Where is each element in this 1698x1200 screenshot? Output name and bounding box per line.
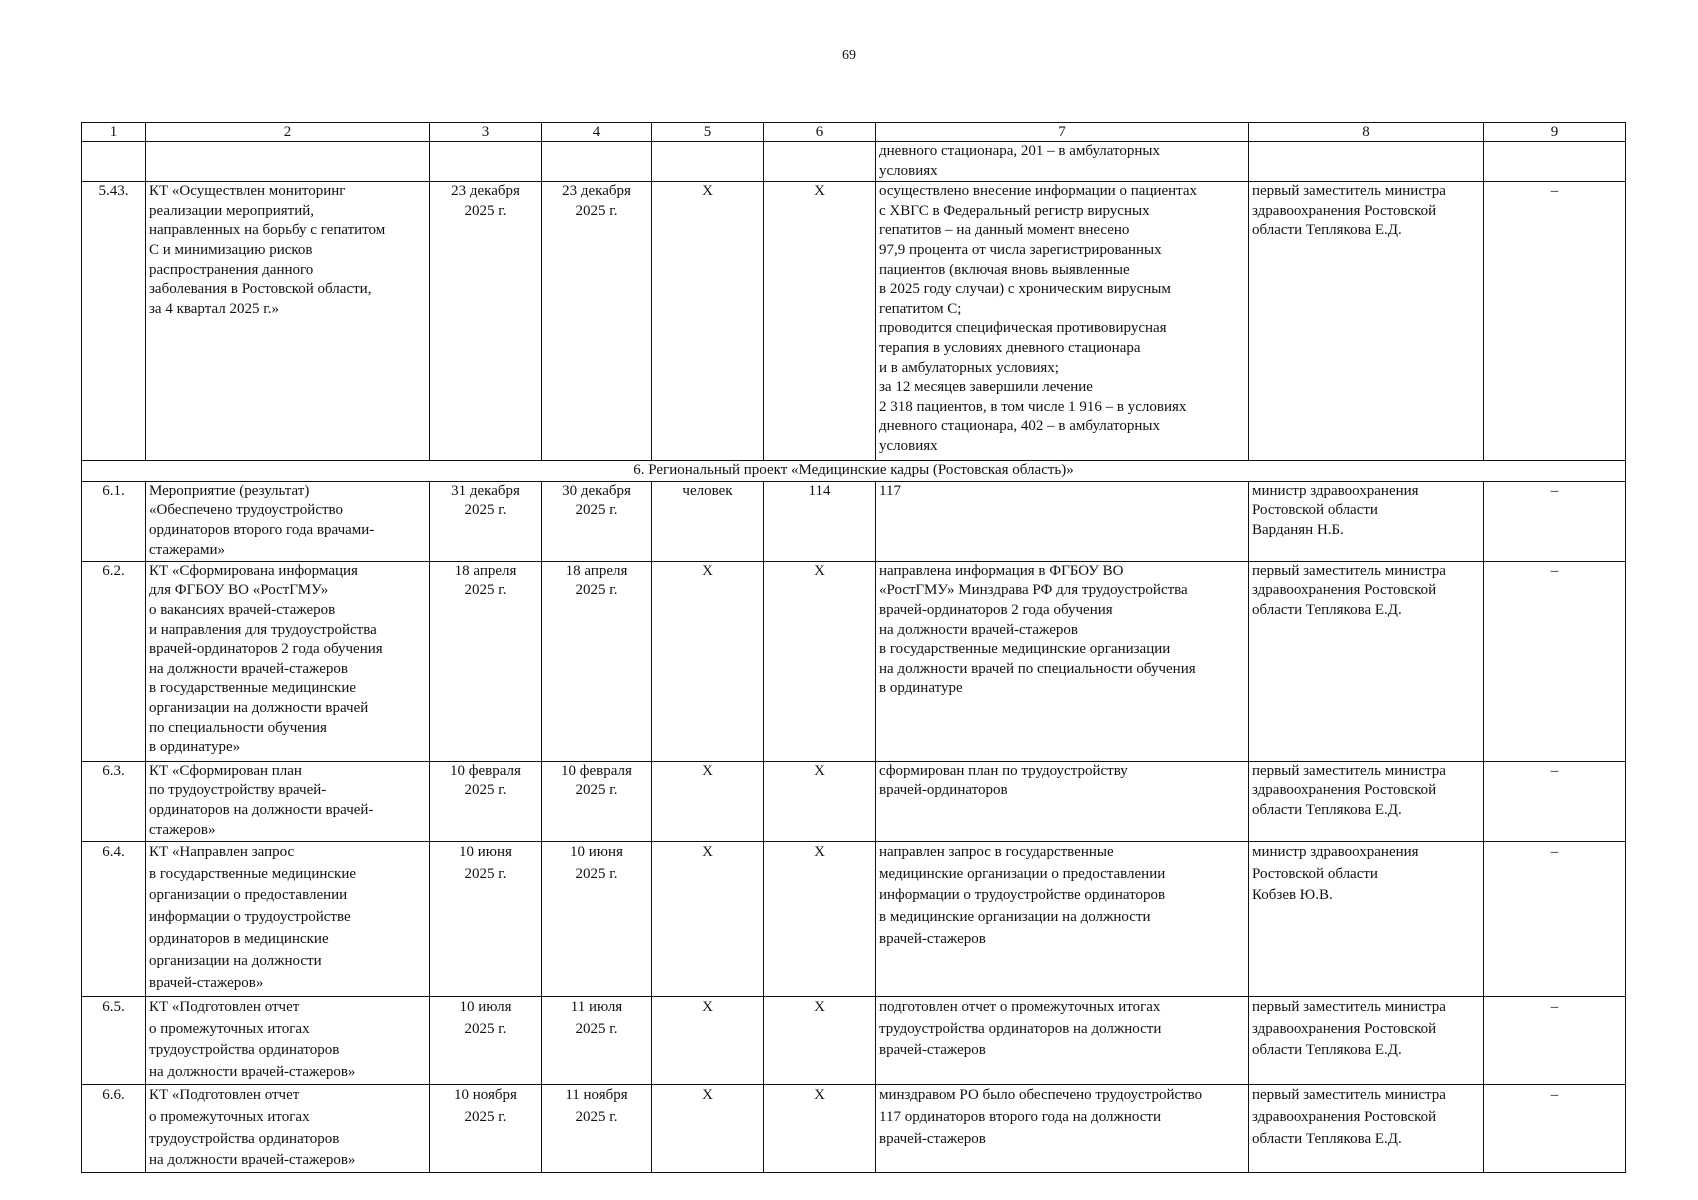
cell-number: 6.3. — [82, 761, 146, 841]
cell-title: КТ «Сформирован план по трудоустройству врачей- ординаторов на должности врачей- стажеров» — [146, 761, 430, 841]
cell-responsible: первый заместитель министра здравоохранения Ростовской области Теплякова Е.Д. — [1249, 1084, 1484, 1172]
cell-title: КТ «Подготовлен отчет о промежуточных итогах трудоустройства ординаторов на должности врачей-стажеров» — [146, 1084, 430, 1172]
continuation-row — [82, 142, 1626, 182]
table-row — [82, 841, 1626, 996]
cell-number: 6.4. — [82, 841, 146, 996]
cell-responsible: министр здравоохранения Ростовской области Кобзев Ю.В. — [1249, 841, 1484, 996]
cell-title: КТ «Сформирована информация для ФГБОУ ВО «РостГМУ» о вакансиях врачей-стажеров и направления для трудоустройства врачей-ординаторов 2 года обучения на должности врачей-стажеров в государственные медицинские организации на должности врачей по специальности обучения в ординатуре» — [146, 561, 430, 761]
column-header: 1 — [82, 123, 146, 142]
column-header: 5 — [652, 123, 764, 142]
column-header: 8 — [1249, 123, 1484, 142]
cell-date-fact: 11 июля 2025 г. — [542, 996, 652, 1084]
cell-result: направлен запрос в государственные медицинские организации о предоставлении информации о трудоустройстве ординаторов в медицинские организации на должности врачей-стажеров — [876, 841, 1249, 996]
cell-date-plan: 10 февраля 2025 г. — [430, 761, 542, 841]
cell-empty — [542, 142, 652, 182]
report-table — [81, 122, 1626, 1173]
cell-date-plan: 10 ноября 2025 г. — [430, 1084, 542, 1172]
cell-unit: X — [652, 996, 764, 1084]
cell-unit: X — [652, 561, 764, 761]
cell-note: – — [1484, 561, 1626, 761]
column-header: 7 — [876, 123, 1249, 142]
cell-value: X — [764, 996, 876, 1084]
cell-empty — [1484, 142, 1626, 182]
cell-note: – — [1484, 1084, 1626, 1172]
cell-date-plan: 10 июля 2025 г. — [430, 996, 542, 1084]
cell-title: КТ «Осуществлен мониторинг реализации мероприятий, направленных на борьбу с гепатитом С и минимизацию рисков распространения данного заболевания в Ростовской области, за 4 квартал 2025 г.» — [146, 182, 430, 461]
cell-unit: человек — [652, 481, 764, 561]
column-header: 6 — [764, 123, 876, 142]
cell-number: 6.6. — [82, 1084, 146, 1172]
cell-empty — [764, 142, 876, 182]
cell-responsible: первый заместитель министра здравоохранения Ростовской области Теплякова Е.Д. — [1249, 996, 1484, 1084]
cell-result: осуществлено внесение информации о пациентах с ХВГС в Федеральный регистр вирусных гепатитов – на данный момент внесено 97,9 процента от числа зарегистрированных пациентов (включая вновь выявленные в 2025 году случаи) с хроническим вирусным гепатитом С; проводится специфическая противовирусная терапия в условиях дневного стационара и в амбулаторных условиях; за 12 месяцев завершили лечение 2 318 пациентов, в том числе 1 916 – в условиях дневного стационара, 402 – в амбулаторных условиях — [876, 182, 1249, 461]
cell-result: дневного стационара, 201 – в амбулаторных условиях — [876, 142, 1249, 182]
table-row — [82, 561, 1626, 761]
cell-empty — [1249, 142, 1484, 182]
table-row — [82, 481, 1626, 561]
cell-date-fact: 10 июня 2025 г. — [542, 841, 652, 996]
cell-note: – — [1484, 841, 1626, 996]
cell-value: X — [764, 182, 876, 461]
table-row — [82, 1084, 1626, 1172]
cell-title: КТ «Подготовлен отчет о промежуточных итогах трудоустройства ординаторов на должности врачей-стажеров» — [146, 996, 430, 1084]
cell-note: – — [1484, 182, 1626, 461]
column-header: 2 — [146, 123, 430, 142]
cell-number: 6.1. — [82, 481, 146, 561]
cell-date-fact: 10 февраля 2025 г. — [542, 761, 652, 841]
cell-number: 6.2. — [82, 561, 146, 761]
section-title: 6. Региональный проект «Медицинские кадры (Ростовская область)» — [82, 461, 1626, 482]
cell-number: 5.43. — [82, 182, 146, 461]
cell-date-plan: 18 апреля 2025 г. — [430, 561, 542, 761]
table-row — [82, 182, 1626, 461]
cell-unit: X — [652, 761, 764, 841]
cell-empty — [652, 142, 764, 182]
cell-responsible: министр здравоохранения Ростовской области Варданян Н.Б. — [1249, 481, 1484, 561]
table-row — [82, 996, 1626, 1084]
cell-note: – — [1484, 481, 1626, 561]
column-header: 4 — [542, 123, 652, 142]
cell-empty — [82, 142, 146, 182]
table-row — [82, 761, 1626, 841]
cell-result: минздравом РО было обеспечено трудоустройство 117 ординаторов второго года на должности врачей-стажеров — [876, 1084, 1249, 1172]
cell-unit: X — [652, 841, 764, 996]
cell-result: подготовлен отчет о промежуточных итогах трудоустройства ординаторов на должности врачей-стажеров — [876, 996, 1249, 1084]
cell-title: КТ «Направлен запрос в государственные медицинские организации о предоставлении информации о трудоустройстве ординаторов в медицинские организации на должности врачей-стажеров» — [146, 841, 430, 996]
cell-unit: X — [652, 1084, 764, 1172]
cell-date-fact: 11 ноября 2025 г. — [542, 1084, 652, 1172]
cell-date-plan: 31 декабря 2025 г. — [430, 481, 542, 561]
cell-title: Мероприятие (результат) «Обеспечено трудоустройство ординаторов второго года врачами- стажерами» — [146, 481, 430, 561]
column-header: 3 — [430, 123, 542, 142]
cell-date-fact: 23 декабря 2025 г. — [542, 182, 652, 461]
cell-value: X — [764, 1084, 876, 1172]
cell-value: X — [764, 841, 876, 996]
section-row — [82, 461, 1626, 482]
table-body — [82, 123, 1626, 1173]
cell-responsible: первый заместитель министра здравоохранения Ростовской области Теплякова Е.Д. — [1249, 761, 1484, 841]
cell-date-plan: 10 июня 2025 г. — [430, 841, 542, 996]
cell-result: направлена информация в ФГБОУ ВО «РостГМУ» Минздрава РФ для трудоустройства врачей-ординаторов 2 года обучения на должности врачей-стажеров в государственные медицинские организации на должности врачей по специальности обучения в ординатуре — [876, 561, 1249, 761]
cell-responsible: первый заместитель министра здравоохранения Ростовской области Теплякова Е.Д. — [1249, 561, 1484, 761]
cell-result: сформирован план по трудоустройству врачей-ординаторов — [876, 761, 1249, 841]
cell-value: 114 — [764, 481, 876, 561]
cell-value: X — [764, 561, 876, 761]
cell-value: X — [764, 761, 876, 841]
cell-empty — [146, 142, 430, 182]
cell-date-fact: 30 декабря 2025 г. — [542, 481, 652, 561]
column-header: 9 — [1484, 123, 1626, 142]
cell-empty — [430, 142, 542, 182]
cell-note: – — [1484, 996, 1626, 1084]
cell-date-fact: 18 апреля 2025 г. — [542, 561, 652, 761]
cell-unit: X — [652, 182, 764, 461]
cell-result: 117 — [876, 481, 1249, 561]
cell-note: – — [1484, 761, 1626, 841]
cell-responsible: первый заместитель министра здравоохранения Ростовской области Теплякова Е.Д. — [1249, 182, 1484, 461]
cell-number: 6.5. — [82, 996, 146, 1084]
page-number: 69 — [842, 48, 856, 63]
cell-date-plan: 23 декабря 2025 г. — [430, 182, 542, 461]
column-header-row — [82, 123, 1626, 142]
